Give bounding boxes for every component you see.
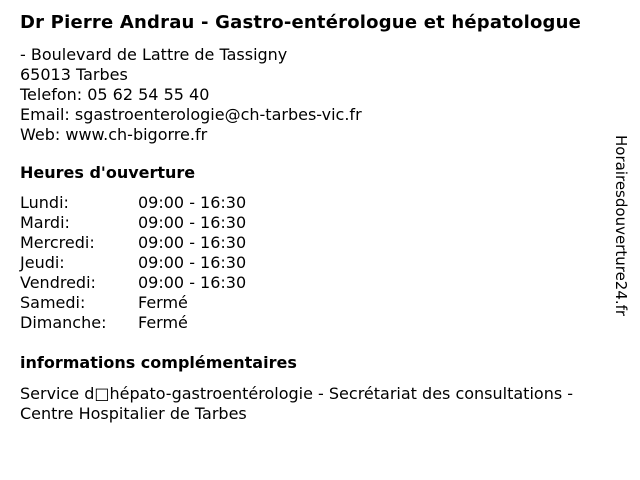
additional-info-heading: informations complémentaires bbox=[20, 353, 297, 372]
time-range: Fermé bbox=[138, 293, 188, 312]
day-label: Lundi: bbox=[20, 193, 69, 212]
day-label: Dimanche: bbox=[20, 313, 107, 332]
time-range: 09:00 - 16:30 bbox=[138, 273, 247, 292]
hours-row-vendredi bbox=[20, 273, 610, 293]
day-label: Vendredi: bbox=[20, 273, 96, 292]
site-watermark bbox=[611, 135, 631, 345]
time-range: 09:00 - 16:30 bbox=[138, 193, 247, 212]
watermark-text: Horairesdouverture24.fr bbox=[612, 135, 630, 317]
page-title: Dr Pierre Andrau - Gastro-entérologue et hépatologue bbox=[20, 12, 582, 33]
hours-row-mardi bbox=[20, 213, 610, 233]
hours-row-jeudi bbox=[20, 253, 610, 273]
time-range: Fermé bbox=[138, 313, 188, 332]
opening-hours-table bbox=[20, 193, 610, 333]
address-city: 65013 Tarbes bbox=[20, 65, 128, 84]
business-card bbox=[20, 12, 610, 424]
time-range: 09:00 - 16:30 bbox=[138, 233, 247, 252]
additional-info-text: Service d□hépato-gastroentérologie - Secrétariat des consultations - Centre Hospitalier de Tarbes bbox=[20, 384, 574, 423]
hours-row-samedi bbox=[20, 293, 610, 313]
email-text: Email: sgastroenterologie@ch-tarbes-vic.fr bbox=[20, 105, 362, 124]
web-text: Web: www.ch-bigorre.fr bbox=[20, 125, 208, 144]
day-label: Samedi: bbox=[20, 293, 86, 312]
time-range: 09:00 - 16:30 bbox=[138, 253, 247, 272]
time-range: 09:00 - 16:30 bbox=[138, 213, 247, 232]
day-label: Mardi: bbox=[20, 213, 70, 232]
contact-block bbox=[20, 45, 610, 145]
day-label: Jeudi: bbox=[20, 253, 65, 272]
address-street: - Boulevard de Lattre de Tassigny bbox=[20, 45, 288, 64]
opening-hours-heading: Heures d'ouverture bbox=[20, 163, 196, 182]
hours-row-lundi bbox=[20, 193, 610, 213]
phone-text: Telefon: 05 62 54 55 40 bbox=[20, 85, 210, 104]
day-label: Mercredi: bbox=[20, 233, 95, 252]
hours-row-mercredi bbox=[20, 233, 610, 253]
hours-row-dimanche bbox=[20, 313, 610, 333]
